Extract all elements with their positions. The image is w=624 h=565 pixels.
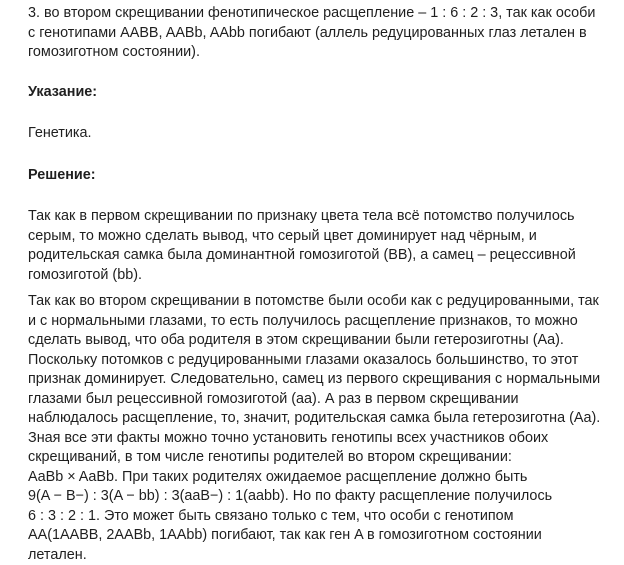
- text-line: 9(A − B−) : 3(A − bb) : 3(aaB−) : 1(aabb). Но по факту расщепление получилось: [28, 487, 608, 507]
- text-line: скрещиваний, в том числе генотипы родителей во втором скрещивании:: [28, 448, 608, 468]
- text-line: AA(1AABB, 2AABb, 1AAbb) погибают, так как ген A в гомозиготном состоянии: [28, 526, 608, 546]
- text-line: родительская самка была доминантной гомозиготой (BB), а самец – рецессивной: [28, 246, 608, 266]
- text-line: гомозиготой (bb).: [28, 266, 608, 286]
- text-line: Поскольку потомков с редуцированными глазами оказалось большинство, то этот: [28, 351, 608, 371]
- text-line: 3. во втором скрещивании фенотипическое расщепление – 1 : 6 : 2 : 3, так как особи: [28, 4, 608, 24]
- text-line: сделать вывод, что оба родителя в этом скрещивании были гетерозиготны (Aa).: [28, 331, 608, 351]
- text-line: глазами был рецессивной гомозиготой (aa). А раз в первом скрещивании: [28, 390, 608, 410]
- text-line: AaBb × AaBb. При таких родителях ожидаемое расщепление должно быть: [28, 468, 608, 488]
- text-line: и с нормальными глазами, то есть получилось расщепление признаков, то можно: [28, 312, 608, 332]
- solution-paragraph-1: [28, 207, 608, 285]
- text-line: серым, то можно сделать вывод, что серый цвет доминирует над чёрным, и: [28, 227, 608, 247]
- text-line: гомозиготном состоянии).: [28, 43, 608, 63]
- text-line: летален.: [28, 546, 608, 565]
- answer-item-3: [28, 4, 608, 63]
- hint-text: Генетика.: [28, 124, 608, 144]
- text-line: наблюдалось расщепление, то, значит, родительская самка была гетерозиготна (Aa).: [28, 409, 608, 429]
- text-line: Так как во втором скрещивании в потомстве были особи как с редуцированными, так: [28, 292, 608, 312]
- solution-heading: Решение:: [28, 166, 608, 186]
- text-line: 6 : 3 : 2 : 1. Это может быть связано только с тем, что особи с генотипом: [28, 507, 608, 527]
- solution-paragraph-2: [28, 292, 608, 565]
- text-line: признак доминирует. Следовательно, самец из первого скрещивания с нормальными: [28, 370, 608, 390]
- text-line: Так как в первом скрещивании по признаку цвета тела всё потомство получилось: [28, 207, 608, 227]
- hint-heading: Указание:: [28, 83, 608, 103]
- text-line: Зная все эти факты можно точно установить генотипы всех участников обоих: [28, 429, 608, 449]
- text-line: с генотипами AABB, AABb, AAbb погибают (аллель редуцированных глаз летален в: [28, 24, 608, 44]
